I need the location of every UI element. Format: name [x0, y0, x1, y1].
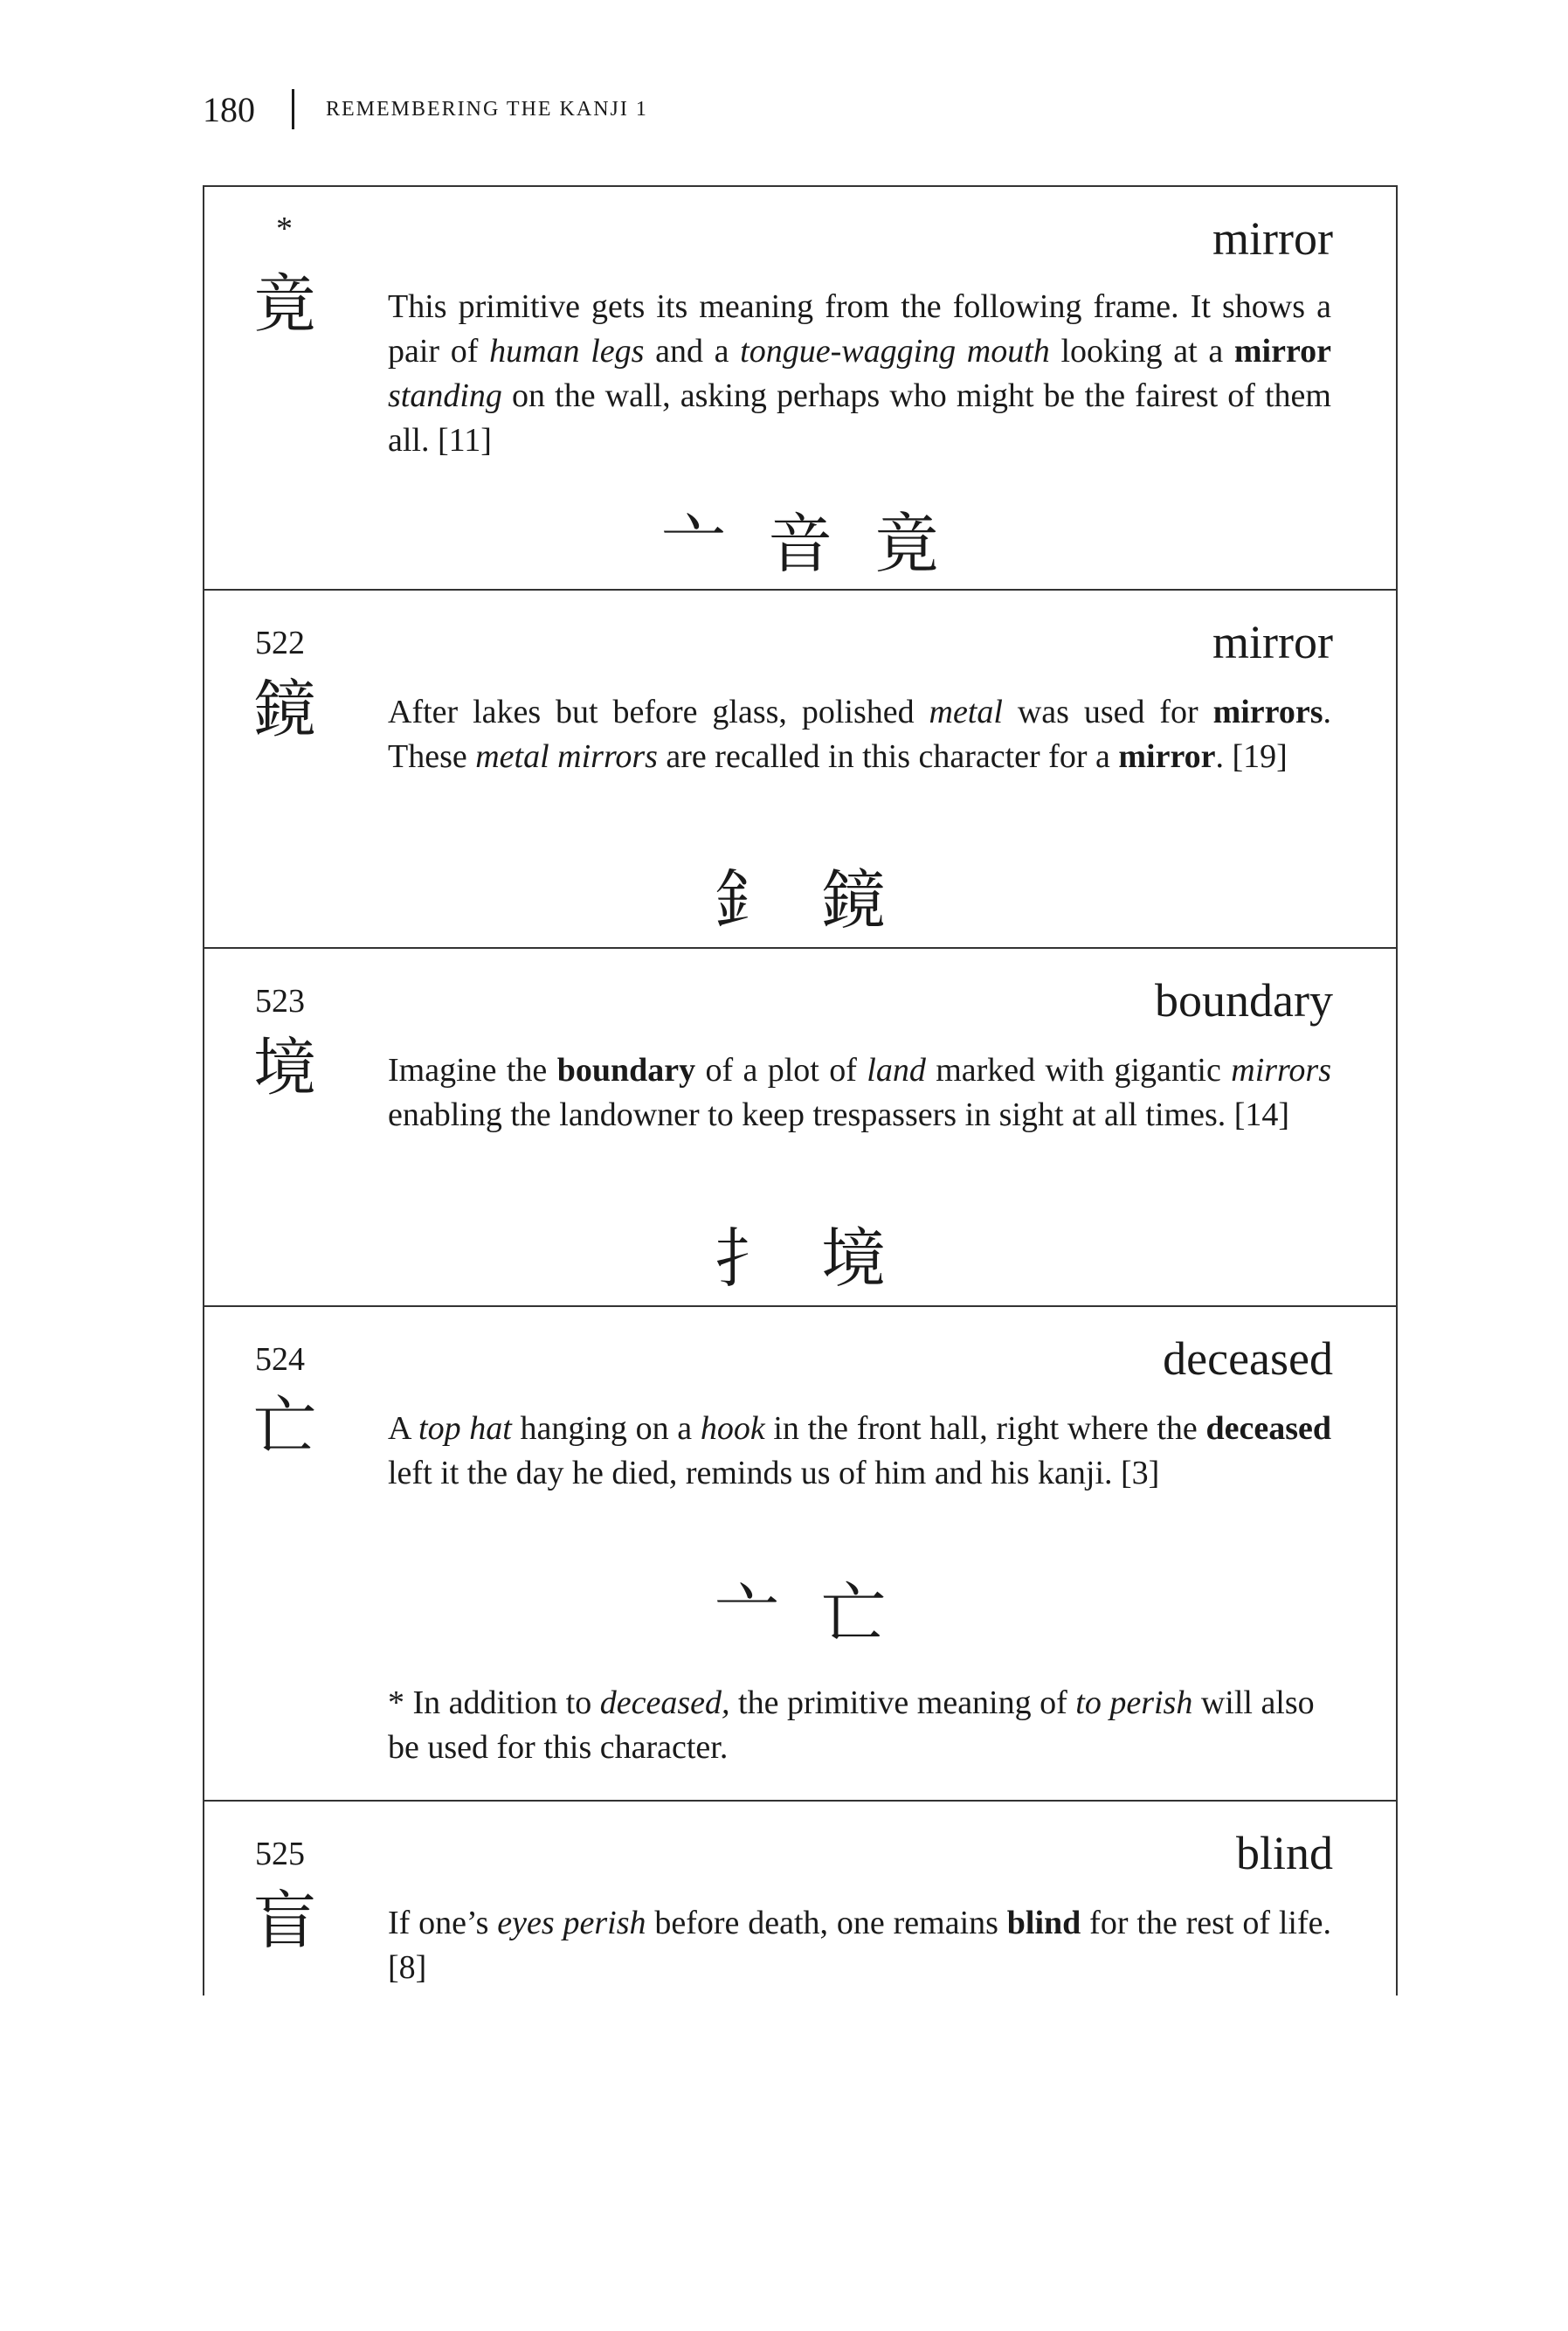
- component-kanji: 扌: [715, 1221, 779, 1297]
- story-run: standing: [388, 377, 502, 414]
- story-run: Imagine the: [388, 1052, 557, 1089]
- frame-components: [204, 849, 1396, 942]
- story-run: boundary: [556, 1052, 696, 1089]
- book-title: REMEMBERING THE KANJI 1: [326, 97, 648, 121]
- page-number: 180: [203, 89, 255, 129]
- frame-525: [203, 1800, 1398, 1996]
- frame-523: [203, 947, 1398, 1305]
- frame-components: [204, 493, 1396, 585]
- story-run: mirror: [1233, 333, 1332, 370]
- running-header: [203, 87, 648, 131]
- story-run: human legs: [489, 333, 645, 370]
- note-run: * In addition to: [388, 1684, 600, 1721]
- frame-number: 522: [255, 625, 305, 661]
- story-run: of a plot of: [695, 1052, 867, 1089]
- story-run: enabling the landowner to keep trespassers in sight at all times. [14]: [388, 1096, 1290, 1133]
- frame-story: [388, 285, 1331, 463]
- component-kanji: 亠: [661, 507, 726, 582]
- frame-primitive-mirror: [203, 185, 1398, 589]
- frame-keyword: deceased: [1163, 1332, 1333, 1385]
- frame-keyword: mirror: [1212, 616, 1333, 668]
- frame-524: [203, 1305, 1398, 1800]
- story-run: top hat: [418, 1410, 512, 1447]
- story-run: left it the day he died, reminds us of him and his kanji. [3]: [388, 1455, 1160, 1491]
- header-divider: [292, 89, 294, 129]
- frame-story: [388, 1407, 1331, 1496]
- story-run: blind: [1006, 1905, 1081, 1941]
- frame-keyword: blind: [1235, 1827, 1333, 1879]
- frame-keyword: boundary: [1155, 974, 1333, 1027]
- component-kanji: 竟: [874, 507, 939, 582]
- story-run: eyes perish: [497, 1905, 646, 1941]
- story-run: land: [867, 1052, 926, 1089]
- frame-522: [203, 589, 1398, 947]
- frame-number: 523: [255, 983, 305, 1020]
- component-kanji: 境: [821, 1221, 886, 1297]
- frame-kanji: 鏡: [253, 673, 317, 746]
- story-run: marked with gigantic: [925, 1052, 1232, 1089]
- story-run: and a: [644, 333, 741, 370]
- component-kanji: 音: [768, 507, 832, 582]
- frame-number: 524: [255, 1341, 305, 1378]
- story-run: looking at a: [1049, 333, 1234, 370]
- component-kanji: 亡: [821, 1576, 886, 1651]
- frame-kanji: 竟: [253, 267, 317, 341]
- frame-story: [388, 1048, 1331, 1138]
- frame-keyword: mirror: [1212, 212, 1333, 265]
- note-run: to perish: [1075, 1684, 1193, 1721]
- frame-footnote: [388, 1681, 1331, 1770]
- story-run: metal mirrors: [475, 738, 658, 775]
- story-run: A: [388, 1410, 419, 1447]
- story-run: mirror: [1118, 738, 1216, 775]
- component-kanji: 釒: [715, 863, 779, 938]
- note-run: will also be used for this character.: [388, 1684, 1315, 1766]
- story-run: mirrors: [1212, 694, 1323, 730]
- story-run: . These: [388, 694, 1332, 775]
- frame-kanji: 境: [253, 1031, 317, 1104]
- frame-components: [204, 1207, 1396, 1300]
- story-run: are recalled in this character for a: [657, 738, 1119, 775]
- story-run: This primitive gets its meaning from the following frame. It shows a pair of: [388, 288, 1331, 370]
- story-run: on the wall, asking perhaps who might be the fairest of them all. [11]: [388, 377, 1331, 459]
- story-run: for the rest of life. [8]: [388, 1905, 1331, 1986]
- story-run: deceased: [1205, 1410, 1331, 1447]
- frame-components: [204, 1562, 1396, 1655]
- frame-kanji: 亡: [253, 1389, 317, 1463]
- component-kanji: 鏡: [821, 863, 886, 938]
- story-run: After lakes but before glass, polished: [388, 694, 929, 730]
- primitive-marker: *: [276, 211, 293, 247]
- story-run: was used for: [1002, 694, 1213, 730]
- story-run: mirrors: [1231, 1052, 1331, 1089]
- note-run: deceased,: [599, 1684, 730, 1721]
- story-run: If one’s: [388, 1905, 498, 1941]
- story-run: . [19]: [1215, 738, 1288, 775]
- component-kanji: 亠: [715, 1576, 779, 1651]
- kanji-frames-table: [203, 185, 1398, 1996]
- frame-story: [388, 1901, 1331, 1990]
- story-run: hanging on a: [511, 1410, 701, 1447]
- story-run: before death, one remains: [646, 1905, 1007, 1941]
- story-run: hook: [700, 1410, 765, 1447]
- frame-number: 525: [255, 1836, 305, 1872]
- story-run: metal: [929, 694, 1003, 730]
- frame-kanji: 盲: [253, 1884, 317, 1957]
- frame-story: [388, 690, 1331, 779]
- note-run: the primitive meaning of: [729, 1684, 1076, 1721]
- story-run: tongue-wagging mouth: [740, 333, 1050, 370]
- story-run: in the front hall, right where the: [764, 1410, 1206, 1447]
